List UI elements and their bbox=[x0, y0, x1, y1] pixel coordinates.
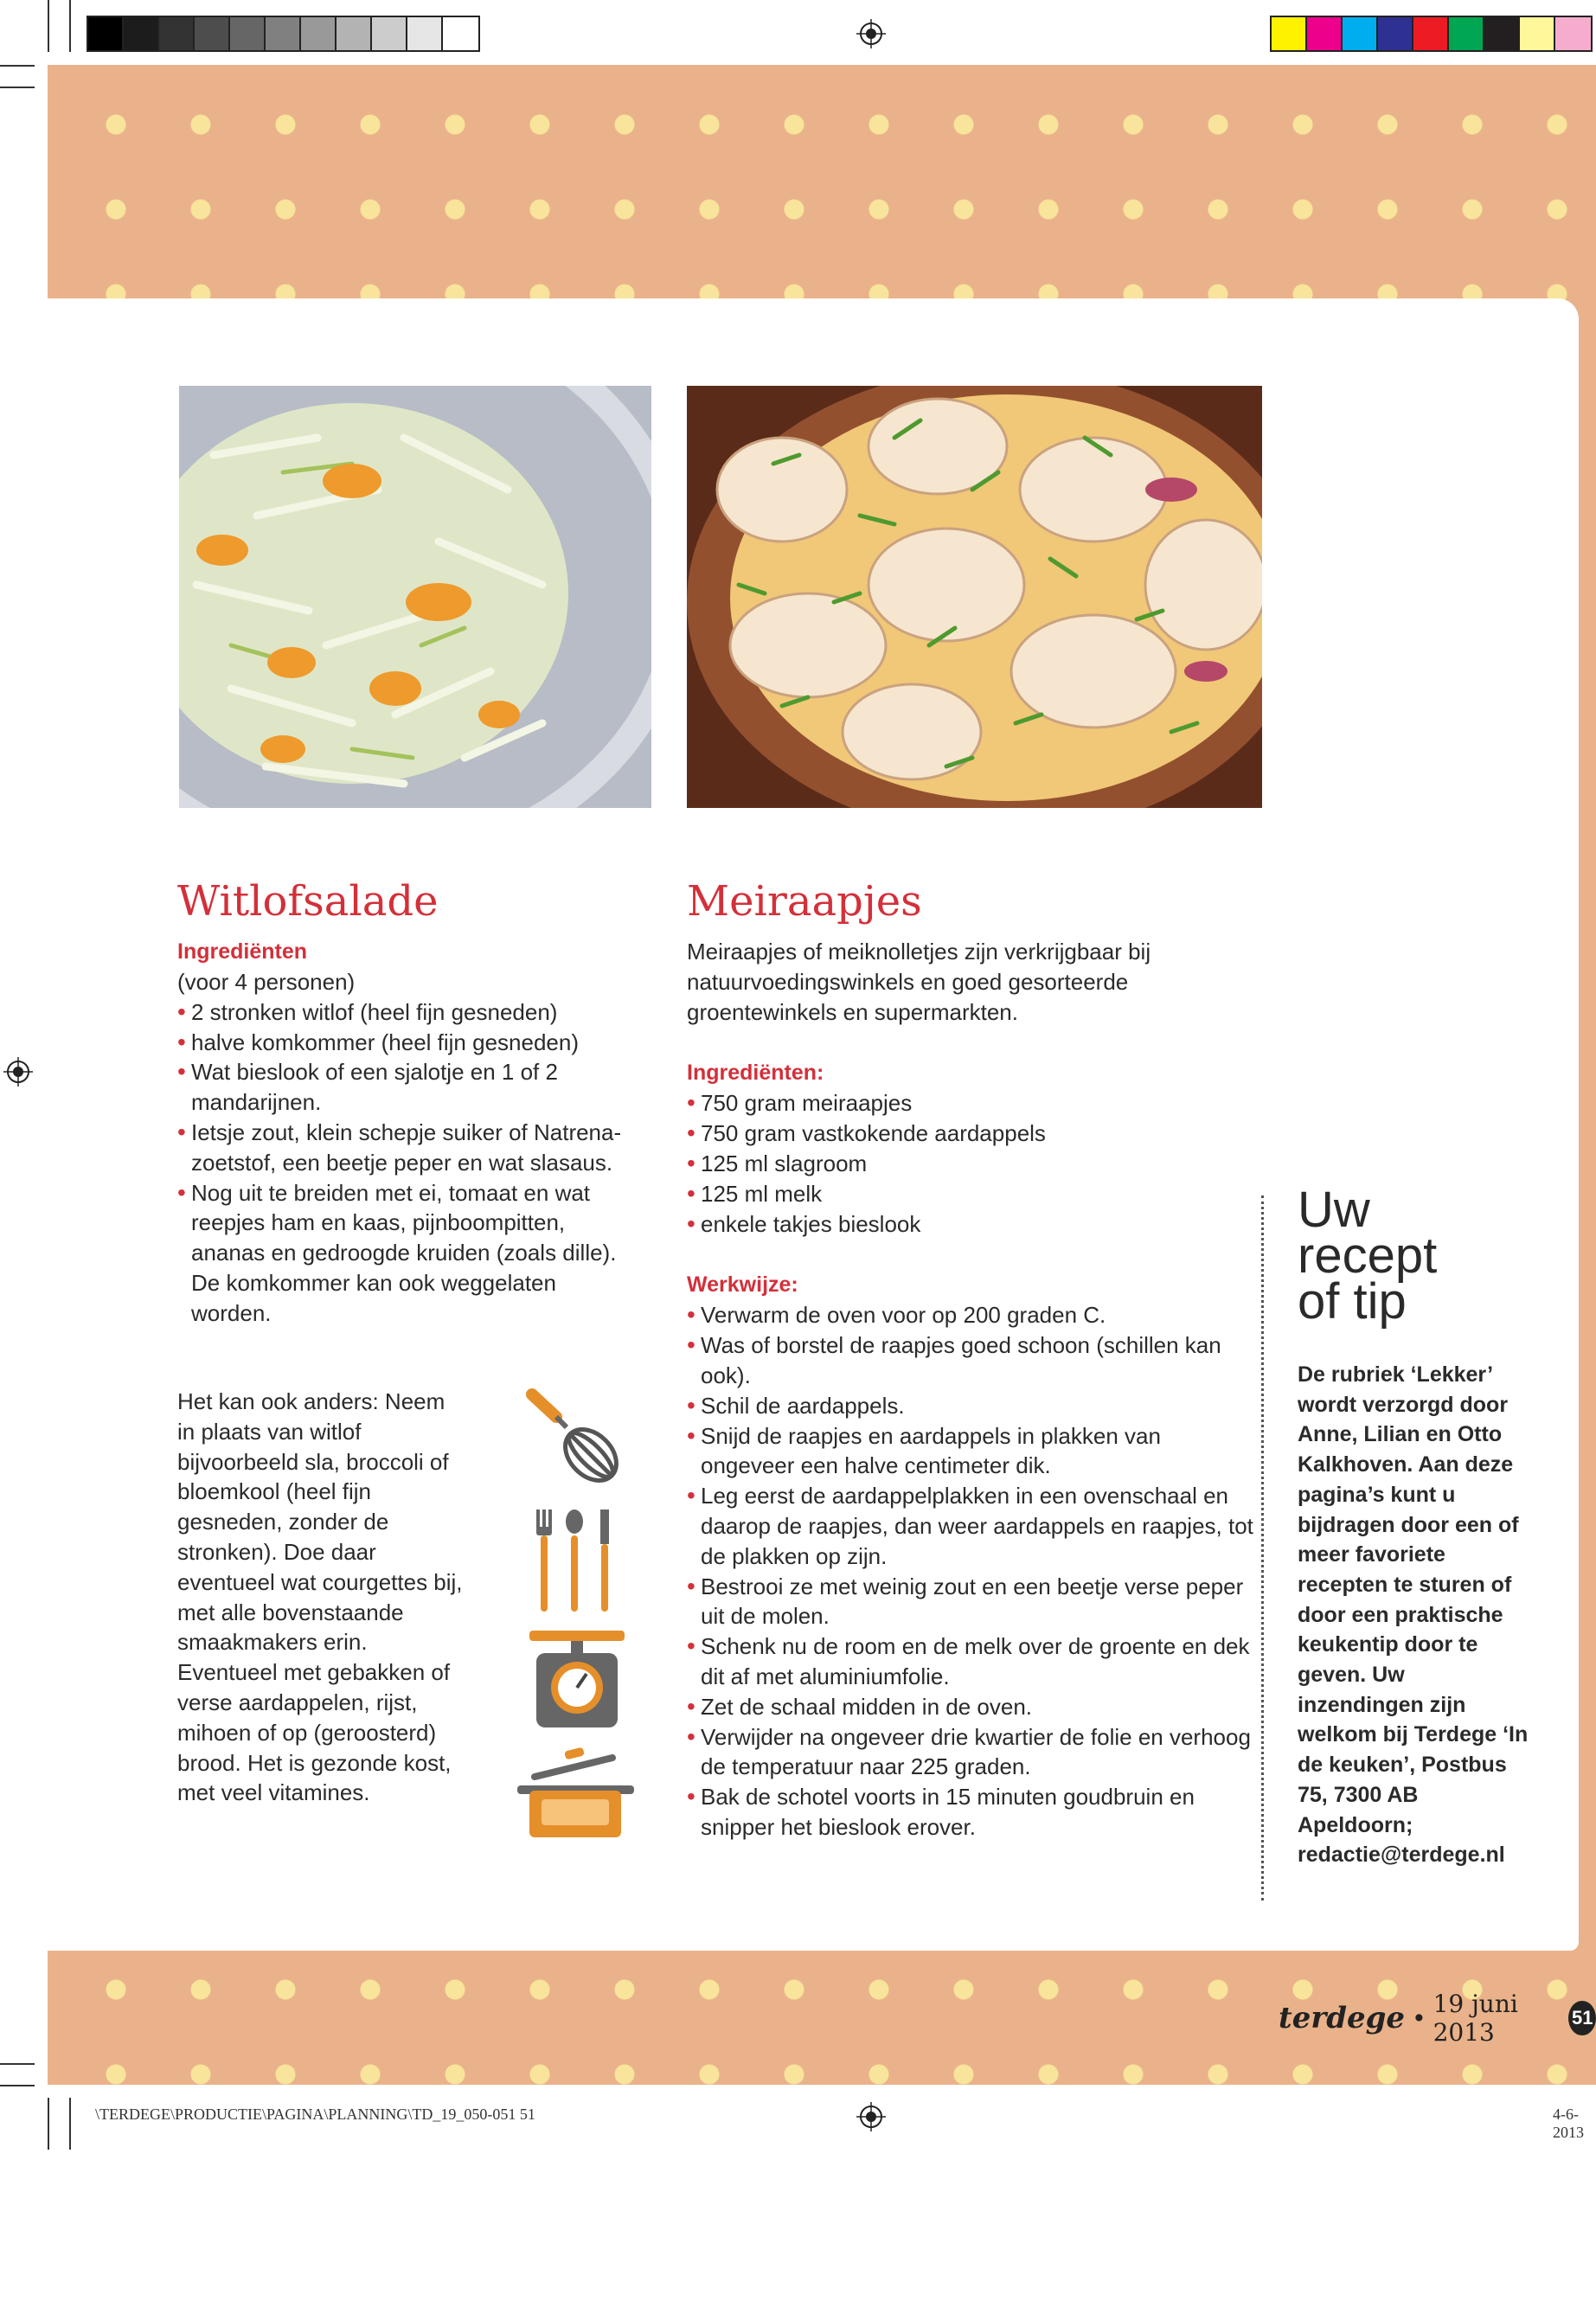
crop-mark bbox=[48, 0, 49, 52]
witlofsalade-photo bbox=[179, 386, 651, 808]
crop-mark bbox=[69, 2098, 71, 2150]
list-item: • 125 ml slagroom bbox=[687, 1149, 1258, 1179]
witlofsalade-variant-text: Het kan ook anders: Neem in plaats van witlof bijvoorbeeld sla, broccoli of bloemkool (heel fijn gesneden, zonder de stronken). Doe daar eventueel wat courgettes bij, met alle bovenstaande smaakmakers erin. Eventueel met gebakken of verse aardappelen, rijst, mihoen of op (geroosterd) brood. Het is gezonde kost, met veel vitamines. bbox=[177, 1388, 463, 1806]
registration-mark-icon bbox=[856, 19, 886, 48]
sidebar-dotted-divider bbox=[1261, 1195, 1264, 1900]
list-item: • 750 gram meiraapjes bbox=[687, 1088, 1258, 1118]
registration-mark-icon bbox=[3, 1057, 33, 1086]
color-swatch bbox=[195, 17, 230, 50]
meiraapjes-ingredient-list bbox=[687, 1088, 1258, 1239]
meiraapjes-recipe bbox=[687, 937, 1258, 1843]
sidebar-heading-line: recept bbox=[1298, 1227, 1438, 1284]
list-item: • 125 ml melk bbox=[687, 1179, 1258, 1209]
crop-mark bbox=[0, 87, 35, 88]
color-swatch bbox=[372, 17, 407, 50]
crop-mark bbox=[48, 2098, 49, 2150]
slug-file-path: \TERDEGE\PRODUCTIE\PAGINA\PLANNING\TD_19_050-051 51 bbox=[95, 2106, 535, 2123]
brand-logo: terdege bbox=[1279, 2001, 1406, 2035]
meiraapjes-intro: Meiraapjes of meiknolletjes zijn verkrijgbaar bij natuurvoedingswinkels en goed gesorteerde groentewinkels en supermarkten. bbox=[687, 939, 1151, 1025]
color-swatch bbox=[1484, 17, 1520, 50]
grey-color-bar bbox=[87, 16, 480, 52]
page-footer bbox=[1279, 1990, 1596, 2047]
method-label: Werkwijze: bbox=[687, 1272, 798, 1298]
issue-date: 19 juni 2013 bbox=[1433, 1990, 1518, 2047]
list-item: • Leg eerst de aardappelplakken in een ovenschaal en daarop de raapjes, dan weer aardappels en raapjes, tot de plakken op zijn. bbox=[687, 1481, 1258, 1571]
list-item: • Verwarm de oven voor op 200 graden C. bbox=[687, 1300, 1258, 1330]
crop-mark bbox=[69, 0, 71, 52]
list-item: • Schenk nu de room en de melk over de groente en dek dit af met aluminiumfolie. bbox=[687, 1631, 1258, 1692]
color-swatch bbox=[1378, 17, 1413, 50]
sidebar-body-text: De rubriek ‘Lekker’ wordt verzorgd door Anne, Lilian en Otto Kalkhoven. Aan deze pagina’s kunt u bijdragen door een of meer favoriete recepten te sturen of door een praktische keukentip door te geven. Uw inzendingen zijn welkom bij Terdege ‘In de keuken’, Postbus 75, 7300 AB Apeldoorn; redactie@terdege.nl bbox=[1298, 1362, 1529, 1868]
meiraapjes-title: Meiraapjes bbox=[687, 877, 922, 926]
list-item: • Snijd de raapjes en aardappels in plakken van ongeveer een halve centimeter dik. bbox=[687, 1421, 1258, 1482]
witlofsalade-title: Witlofsalade bbox=[177, 877, 439, 926]
list-item: • halve komkommer (heel fijn gesneden) bbox=[177, 1028, 627, 1058]
whisk-icon bbox=[522, 1384, 625, 1492]
ingredients-label: Ingrediënten: bbox=[687, 1061, 824, 1086]
color-swatch bbox=[159, 17, 195, 50]
sidebar-heading-line: of tip bbox=[1298, 1273, 1407, 1330]
crop-mark bbox=[0, 65, 35, 67]
crop-mark bbox=[0, 2063, 35, 2065]
color-swatch bbox=[443, 17, 478, 50]
color-swatch bbox=[266, 17, 301, 50]
witlofsalade-ingredient-list bbox=[177, 997, 627, 1329]
sidebar-heading-line: Uw bbox=[1298, 1182, 1370, 1238]
witlofsalade-ingredients bbox=[177, 937, 627, 1329]
list-item: • Zet de schaal midden in de oven. bbox=[687, 1692, 1258, 1722]
color-swatch bbox=[1272, 17, 1307, 50]
color-swatch bbox=[1413, 17, 1449, 50]
kitchen-scale-icon bbox=[529, 1631, 625, 1730]
color-swatch bbox=[1307, 17, 1343, 50]
color-swatch bbox=[124, 17, 159, 50]
list-item: • Wat bieslook of een sjalotje en 1 of 2 mandarijnen. bbox=[177, 1057, 627, 1118]
color-swatch bbox=[1555, 17, 1591, 50]
page-number-badge: 51 bbox=[1568, 2001, 1596, 2035]
list-item: • Verwijder na ongeveer drie kwartier de folie en verhoog de temperatuur naar 225 graden. bbox=[687, 1722, 1258, 1783]
list-item: • enkele takjes bieslook bbox=[687, 1209, 1258, 1240]
list-item: • Ietsje zout, klein schepje suiker of Natrena-zoetstof, een beetje peper en wat slasaus. bbox=[177, 1118, 627, 1178]
color-swatch bbox=[230, 17, 266, 50]
footer-separator: • bbox=[1412, 2003, 1426, 2033]
color-swatch bbox=[1449, 17, 1484, 50]
list-item: • Was of borstel de raapjes goed schoon (schillen kan ook). bbox=[687, 1330, 1258, 1391]
crop-mark bbox=[0, 2085, 35, 2086]
list-item: • Bestrooi ze met weinig zout en een beetje verse peper uit de molen. bbox=[687, 1572, 1258, 1632]
cooking-pot-icon bbox=[517, 1746, 634, 1841]
color-swatch bbox=[1520, 17, 1555, 50]
color-swatch bbox=[337, 17, 372, 50]
ingredients-label: Ingrediënten bbox=[177, 939, 308, 964]
color-swatch bbox=[407, 17, 443, 50]
list-item: • 2 stronken witlof (heel fijn gesneden) bbox=[177, 997, 627, 1028]
list-item: • 750 gram vastkokende aardappels bbox=[687, 1118, 1258, 1149]
serving-size: (voor 4 personen) bbox=[177, 969, 356, 995]
meiraapjes-method-list bbox=[687, 1300, 1258, 1842]
sidebar-heading bbox=[1298, 1182, 1438, 1330]
process-color-bar bbox=[1270, 16, 1593, 52]
cutlery-icon bbox=[529, 1509, 616, 1613]
meiraapjes-photo bbox=[687, 386, 1262, 808]
list-item: • Nog uit te breiden met ei, tomaat en wat reepjes ham en kaas, pijnboompitten, ananas en gedroogde kruiden (zoals dille). De komkommer kan ook weggelaten worden. bbox=[177, 1178, 627, 1329]
list-item: • Schil de aardappels. bbox=[687, 1391, 1258, 1421]
list-item: • Bak de schotel voorts in 15 minuten goudbruin en snipper het bieslook erover. bbox=[687, 1782, 1258, 1843]
slug-date: 4-6-2013 bbox=[1553, 2106, 1584, 2141]
registration-mark-icon bbox=[856, 2102, 886, 2131]
color-swatch bbox=[1343, 17, 1378, 50]
color-swatch bbox=[301, 17, 337, 50]
color-swatch bbox=[88, 17, 124, 50]
